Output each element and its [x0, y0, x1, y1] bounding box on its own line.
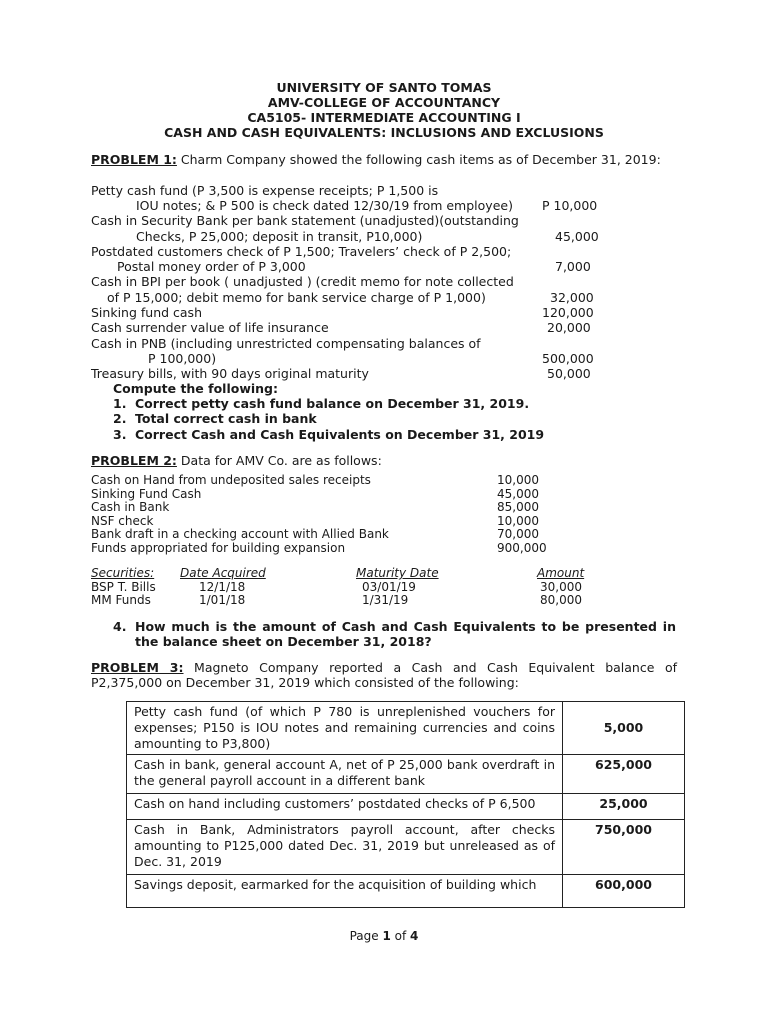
sec-row-1-name: BSP T. Bills: [91, 579, 156, 594]
p1-item-7-line2: P 100,000): [148, 351, 217, 366]
header-topic: CASH AND CASH EQUIVALENTS: INCLUSIONS AND EXCLUSIONS: [164, 125, 604, 140]
p3-row-1-amount: 5,000: [563, 702, 685, 755]
table-row: [127, 794, 685, 820]
p1-item-1-amount: P 10,000: [542, 198, 598, 213]
sec-header-maturity: Maturity Date: [356, 566, 439, 580]
p1-item-4-line2: of P 15,000; debit memo for bank service charge of P 1,000): [107, 290, 486, 305]
p1-question-1: Correct petty cash fund balance on December 31, 2019.: [135, 396, 530, 411]
p2-question-4-line1: How much is the amount of Cash and Cash Equivalents to be presented in: [135, 619, 676, 634]
p1-question-1-num: 1.: [113, 396, 127, 411]
p1-item-1-line2: IOU notes; & P 500 is check dated 12/30/19 from employee): [136, 198, 513, 213]
p1-item-8-line1: Treasury bills, with 90 days original maturity: [91, 366, 369, 381]
sec-header-acquired: Date Acquired: [180, 566, 266, 580]
problem2-intro: PROBLEM 2: Data for AMV Co. are as follows:: [91, 453, 382, 468]
problem2-label: PROBLEM 2:: [91, 453, 177, 468]
p3-row-5-amount: 600,000: [563, 875, 685, 908]
header-university: UNIVERSITY OF SANTO TOMAS: [276, 80, 492, 95]
p1-compute-label: Compute the following:: [113, 381, 279, 396]
sec-row-2-maturity: 1/31/19: [362, 593, 409, 607]
p1-question-2-num: 2.: [113, 411, 127, 426]
p1-item-2-line1: Cash in Security Bank per bank statement (unadjusted)(outstanding: [91, 213, 519, 228]
p3-row-5-desc: Savings deposit, earmarked for the acquisition of building which: [127, 875, 563, 908]
p1-item-8-amount: 50,000: [547, 366, 591, 381]
problem1-intro: PROBLEM 1: Charm Company showed the following cash items as of December 31, 2019:: [91, 152, 661, 167]
p2-question-4-line2: the balance sheet on December 31, 2018?: [135, 634, 432, 649]
sec-row-1-amount: 30,000: [540, 579, 582, 594]
p3-row-1-desc: Petty cash fund (of which P 780 is unreplenished vouchers for expenses; P150 is IOU notes and remaining currencies and coins amounting to P3,800): [127, 702, 563, 755]
table-row: [127, 755, 685, 794]
sec-row-1-maturity: 03/01/19: [362, 579, 416, 594]
p1-question-3: Correct Cash and Cash Equivalents on December 31, 2019: [135, 427, 545, 442]
p3-row-2-desc: Cash in bank, general account A, net of P 25,000 bank overdraft in the general payroll account in a different bank: [127, 755, 563, 794]
problem3-label: PROBLEM 3:: [91, 660, 184, 675]
p3-row-3-desc: Cash on hand including customers’ postdated checks of P 6,500: [127, 794, 563, 820]
list-item: NSF check 10,000: [91, 513, 539, 528]
p3-row-2-amount: 625,000: [563, 755, 685, 794]
p1-item-1-line1: Petty cash fund (P 3,500 is expense receipts; P 1,500 is: [91, 183, 439, 198]
page-number: Page 1 of 4: [349, 929, 419, 943]
p1-item-3-amount: 7,000: [555, 259, 591, 274]
p1-item-3-line1: Postdated customers check of P 1,500; Travelers’ check of P 2,500;: [91, 244, 512, 259]
list-item: Cash in Bank 85,000: [91, 500, 539, 514]
p1-item-5-line1: Sinking fund cash: [91, 305, 202, 320]
sec-header-securities: Securities:: [91, 566, 155, 580]
sec-row-2-amount: 80,000: [540, 593, 582, 607]
problem3-intro-line2: P2,375,000 on December 31, 2019 which consisted of the following:: [91, 675, 519, 690]
table-row: [127, 820, 685, 875]
p1-item-7-line1: Cash in PNB (including unrestricted compensating balances of: [91, 336, 481, 351]
table-row: [127, 875, 685, 908]
list-item: Sinking Fund Cash 45,000: [91, 486, 539, 501]
list-item: Cash on Hand from undeposited sales receipts 10,000: [91, 473, 539, 487]
p2-question-4-num: 4.: [113, 619, 127, 634]
p3-row-4-amount: 750,000: [563, 820, 685, 875]
p2-securities-table: [91, 567, 611, 609]
problem3-table: [126, 701, 685, 908]
problem3-intro-line1: PROBLEM 3: Magneto Company reported a Cash and Cash Equivalent balance of: [91, 660, 677, 675]
list-item: Bank draft in a checking account with Allied Bank 70,000: [91, 527, 539, 541]
p1-item-3-line2: Postal money order of P 3,000: [117, 259, 306, 274]
p1-item-4-line1: Cash in BPI per book ( unadjusted ) (credit memo for note collected: [91, 274, 514, 289]
p3-row-3-amount: 25,000: [563, 794, 685, 820]
header-college: AMV-COLLEGE OF ACCOUNTANCY: [267, 95, 501, 110]
p1-item-7-amount: 500,000: [542, 351, 594, 366]
p1-item-2-amount: 45,000: [555, 229, 599, 244]
list-item: Funds appropriated for building expansion 900,000: [91, 540, 547, 555]
p2-items-list: [91, 473, 547, 555]
sec-row-2-acquired: 1/01/18: [199, 593, 246, 607]
header-course: CA5105- INTERMEDIATE ACCOUNTING I: [247, 110, 521, 125]
table-row: [127, 702, 685, 755]
p1-item-5-amount: 120,000: [542, 305, 594, 320]
problem1-label: PROBLEM 1:: [91, 152, 177, 167]
p1-question-3-num: 3.: [113, 427, 127, 442]
p3-row-4-desc: Cash in Bank, Administrators payroll account, after checks amounting to P125,000 dated Dec. 31, 2019 but unreleased as of Dec. 31, 2019: [127, 820, 563, 875]
sec-row-2-name: MM Funds: [91, 593, 151, 607]
p1-item-4-amount: 32,000: [550, 290, 594, 305]
p1-item-6-line1: Cash surrender value of life insurance: [91, 320, 329, 335]
sec-row-1-acquired: 12/1/18: [199, 579, 246, 594]
p1-item-2-line2: Checks, P 25,000; deposit in transit, P10,000): [136, 229, 423, 244]
p1-item-6-amount: 20,000: [547, 320, 591, 335]
sec-header-amount: Amount: [537, 566, 585, 580]
p1-question-2: Total correct cash in bank: [135, 411, 317, 426]
